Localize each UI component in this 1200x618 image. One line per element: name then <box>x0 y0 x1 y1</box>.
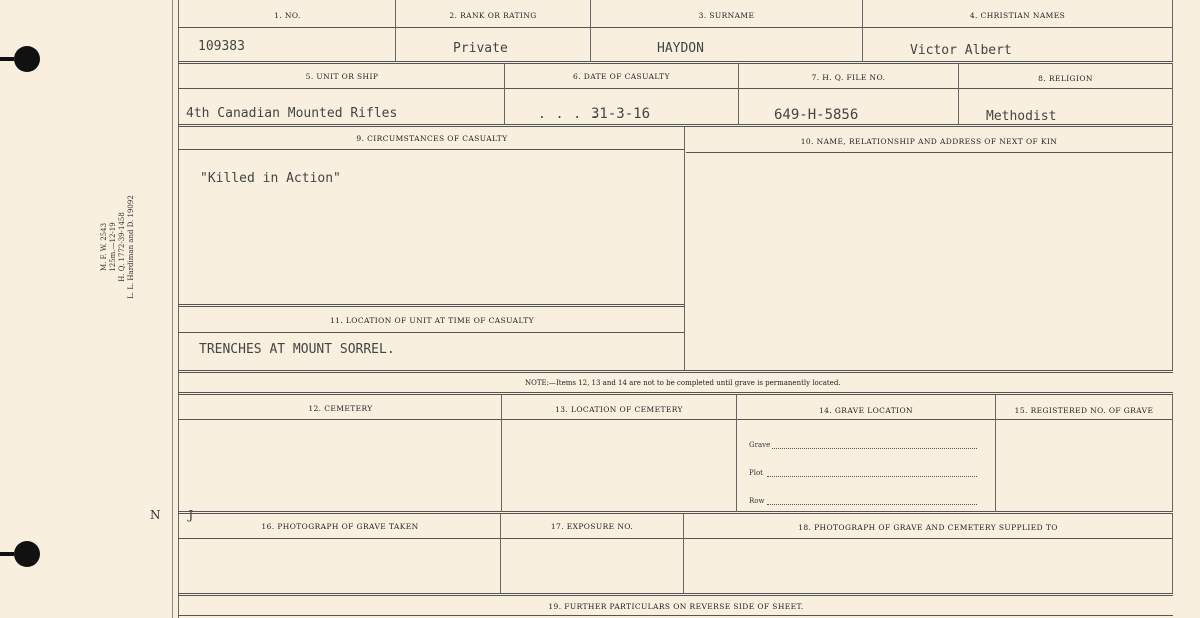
header-registered-no: 15. REGISTERED NO. OF GRAVE <box>1014 406 1154 415</box>
left-border <box>178 0 179 618</box>
surname: HAYDON <box>657 41 704 56</box>
header-hq-file: 7. H. Q. FILE NO. <box>811 73 886 82</box>
margin-line <box>172 0 173 618</box>
header-no: 1. NO. <box>274 11 301 20</box>
header-rank: 2. RANK OR RATING <box>449 11 537 20</box>
header-date: 6. DATE OF CASUALTY <box>573 72 670 81</box>
punch-hole-top <box>14 46 40 72</box>
circumstances: "Killed in Action" <box>200 171 341 186</box>
header-cemetery: 12. CEMETERY <box>308 404 373 413</box>
date-leader: . . . . <box>538 107 600 122</box>
hq-file-number: 649-H-5856 <box>774 107 859 123</box>
form-reference: M. F. W. 2543 125m.—12-19 H. Q. 1772-39-1458 L. L. Hardiman and D. 19092 <box>100 195 135 299</box>
punch-hole-bottom <box>14 541 40 567</box>
footer-further-particulars: 19. FURTHER PARTICULARS ON REVERSE SIDE OF SHEET. <box>548 602 804 611</box>
header-grave-location: 14. GRAVE LOCATION <box>818 406 914 415</box>
christian-names: Victor Albert <box>910 43 1012 58</box>
header-photograph-supplied: 18. PHOTOGRAPH OF GRAVE AND CEMETERY SUPPLIED TO <box>798 523 1058 532</box>
service-number: 109383 <box>198 39 245 54</box>
header-christian-names: 4. CHRISTIAN NAMES <box>969 11 1066 20</box>
note: NOTE:—Items 12, 13 and 14 are not to be completed until grave is permanently located. <box>525 379 841 387</box>
rank: Private <box>453 41 508 56</box>
unit: 4th Canadian Mounted Rifles <box>186 106 398 121</box>
header-religion: 8. RELIGION <box>1038 74 1093 83</box>
header-surname: 3. SURNAME <box>698 11 755 20</box>
header-unit: 5. UNIT OR SHIP <box>305 72 379 81</box>
header-cemetery-location: 13. LOCATION OF CEMETERY <box>555 405 683 414</box>
header-photograph-taken: 16. PHOTOGRAPH OF GRAVE TAKEN <box>261 522 419 531</box>
header-circumstances: 9. CIRCUMSTANCES OF CASUALTY <box>356 134 508 143</box>
religion: Methodist <box>986 109 1057 124</box>
grave-label: Grave <box>749 441 771 449</box>
header-next-of-kin: 10. NAME, RELATIONSHIP AND ADDRESS OF NEXT OF KIN <box>800 137 1058 146</box>
date-of-casualty: 31-3-16 <box>591 106 651 122</box>
header-location-unit: 11. LOCATION OF UNIT AT TIME OF CASUALTY <box>330 316 534 325</box>
plot-label: Plot <box>749 469 763 477</box>
row-label: Row <box>749 497 765 505</box>
nj-mark: N J <box>150 508 206 522</box>
header-exposure: 17. EXPOSURE NO. <box>550 522 634 531</box>
location-of-unit: TRENCHES AT MOUNT SORREL. <box>199 342 395 357</box>
